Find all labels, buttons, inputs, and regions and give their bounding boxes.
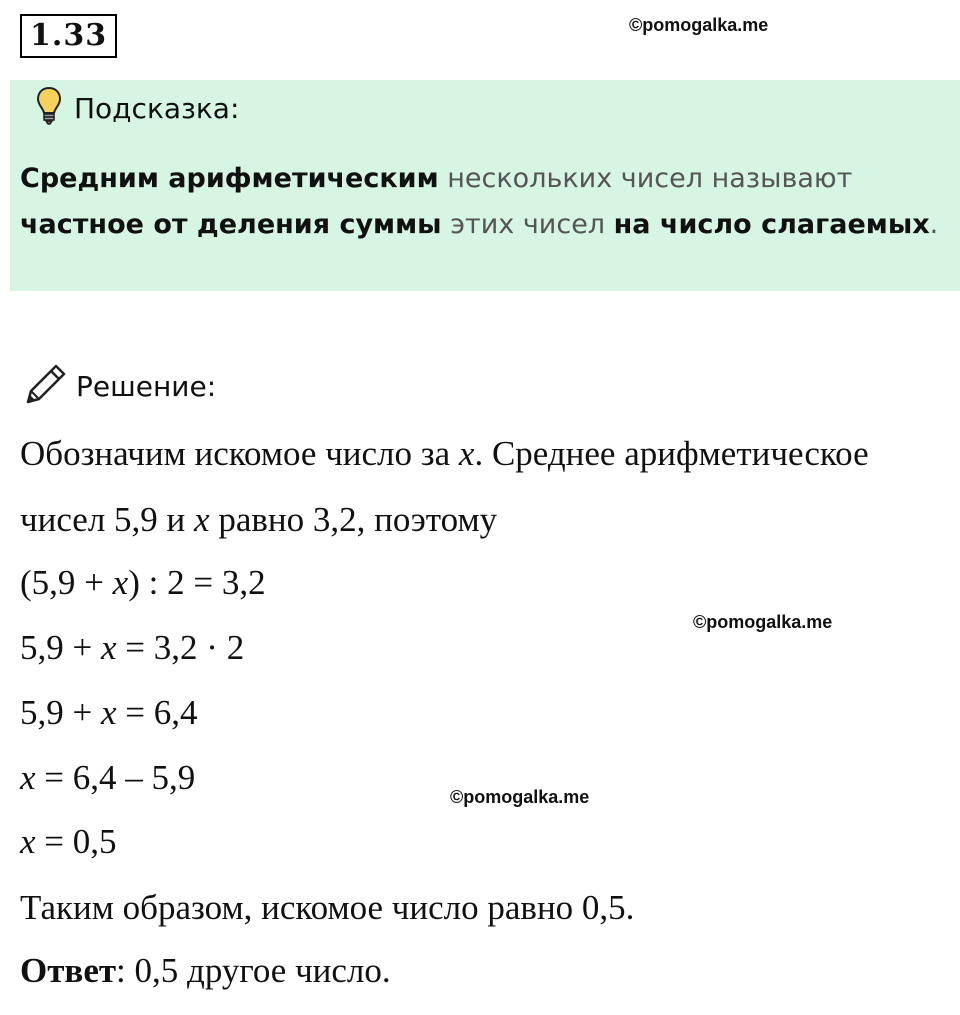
hint-text-part: нескольких чисел называют — [438, 163, 853, 194]
hint-header — [36, 88, 239, 128]
text: 5,9 + — [20, 693, 101, 732]
variable: x — [194, 500, 210, 539]
hint-bold-part: частное от деления суммы — [20, 209, 442, 240]
variable: x — [101, 693, 117, 732]
variable: x — [20, 822, 36, 861]
hint-text-part: этих чисел — [441, 209, 614, 240]
watermark: ©pomogalka.me — [693, 612, 833, 632]
text: чисел 5,9 и — [20, 500, 195, 539]
text: = 3,2 · 2 — [116, 628, 245, 667]
text: = 0,5 — [35, 822, 117, 861]
solution-paragraph — [20, 500, 497, 540]
text: = 6,4 — [116, 693, 198, 732]
solution-paragraph — [20, 434, 869, 474]
variable: x — [20, 758, 36, 797]
text: 5,9 + — [20, 628, 101, 667]
watermark: ©pomogalka.me — [450, 787, 590, 807]
text: равно 3,2, поэтому — [209, 500, 498, 539]
hint-title: Подсказка: — [74, 91, 240, 125]
variable: x — [112, 563, 129, 602]
equation-line — [20, 563, 266, 603]
hint-text-part: . — [929, 209, 939, 240]
text: . Среднее арифметическое — [474, 434, 869, 473]
lightbulb-icon — [36, 86, 62, 131]
solution-title: Решение: — [76, 369, 217, 403]
equation-line — [20, 758, 195, 798]
answer — [20, 951, 391, 991]
text: = 6,4 – 5,9 — [35, 758, 196, 797]
equation-line — [20, 628, 244, 668]
hint-text — [20, 156, 950, 248]
pencil-icon — [24, 362, 68, 411]
solution-header — [24, 364, 216, 408]
hint-box — [10, 80, 960, 291]
hint-bold-part: на число слагаемых — [613, 209, 930, 240]
answer-label: Ответ — [20, 951, 117, 990]
problem-number: 1.33 — [20, 14, 117, 58]
text: Обозначим искомое число за — [20, 434, 459, 473]
text: ) : 2 = 3,2 — [128, 563, 266, 602]
equation-line — [20, 822, 117, 862]
hint-term: Средним арифметическим — [20, 163, 439, 194]
answer-text: : 0,5 другое число. — [116, 951, 391, 990]
text: (5,9 + — [20, 563, 113, 602]
variable: x — [101, 628, 117, 667]
conclusion: Таким образом, искомое число равно 0,5. — [20, 888, 635, 927]
variable: x — [458, 434, 475, 473]
equation-line — [20, 693, 198, 733]
watermark: ©pomogalka.me — [629, 15, 769, 35]
